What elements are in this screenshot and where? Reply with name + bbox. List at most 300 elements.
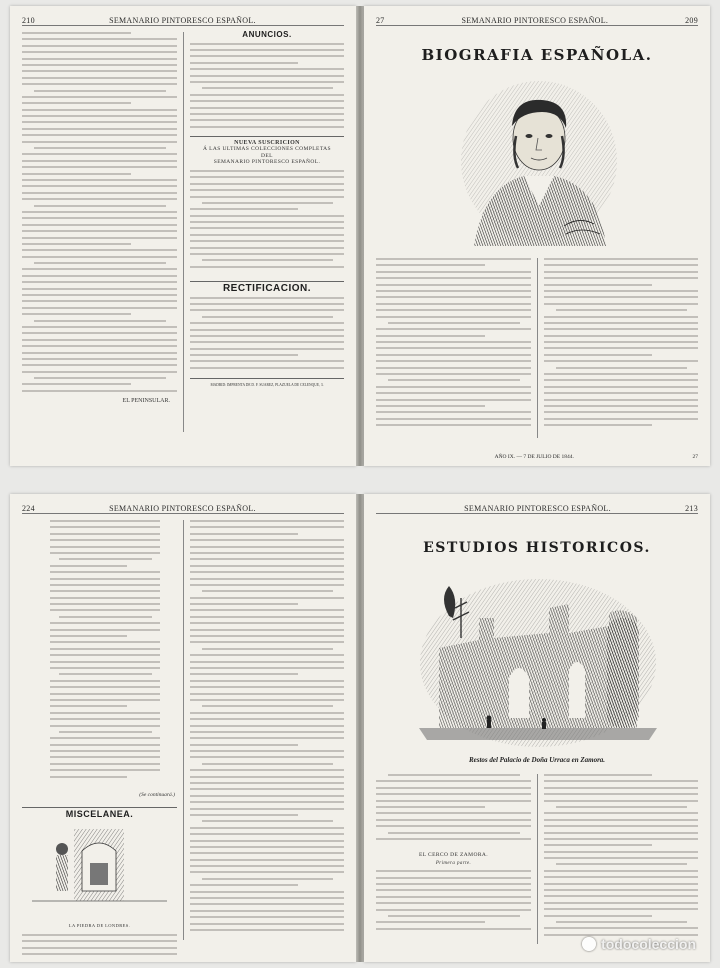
text-line — [376, 787, 531, 789]
text-line — [202, 763, 333, 765]
text-line — [22, 326, 177, 328]
section-title: BIOGRAFIA ESPAÑOLA. — [421, 46, 653, 64]
text-line — [190, 808, 344, 810]
text-line — [190, 667, 344, 669]
text-line — [59, 731, 153, 733]
text-line — [22, 70, 177, 72]
signature: EL PENINSULAR. — [122, 398, 170, 404]
text-line — [190, 189, 344, 191]
text-line — [376, 921, 485, 923]
text-line — [544, 335, 698, 337]
text-line — [22, 249, 177, 251]
palace-ruins-engraving — [419, 578, 657, 748]
text-line — [190, 693, 344, 695]
text-line — [190, 75, 344, 77]
watermark: todocoleccion — [582, 936, 696, 952]
text-line — [50, 680, 160, 682]
text-line — [22, 275, 177, 277]
text-line — [190, 584, 344, 586]
text-line — [190, 597, 344, 599]
text-line — [544, 354, 652, 356]
text-line — [22, 64, 177, 66]
text-line — [190, 196, 344, 198]
text-line — [376, 303, 531, 305]
text-line — [190, 367, 344, 369]
text-line — [376, 928, 531, 930]
text-line — [22, 173, 131, 175]
section-title: ESTUDIOS HISTORICOS. — [423, 540, 651, 556]
text-line — [50, 520, 160, 522]
text-line — [50, 539, 160, 541]
text-line — [22, 345, 177, 347]
divider — [190, 378, 344, 379]
text-line — [190, 520, 344, 522]
text-line — [544, 857, 698, 859]
text-line — [22, 339, 177, 341]
text-line — [556, 863, 687, 865]
text-line — [22, 281, 177, 283]
text-line — [22, 288, 177, 290]
text-line — [190, 673, 298, 675]
bottom-spread — [10, 494, 710, 962]
text-line — [544, 399, 698, 401]
text-line — [190, 360, 344, 362]
text-line — [190, 756, 344, 758]
text-line — [190, 126, 344, 128]
imprint: MADRID: IMPRENTA DE D. F. SUAREZ, PLAZUELA DE CELENQUE, 3. — [210, 382, 324, 387]
issue-line: AÑO IX. — 7 DE JULIO DE 1844. — [494, 454, 574, 460]
text-line — [190, 865, 344, 867]
text-line — [50, 756, 160, 758]
text-line — [202, 878, 333, 880]
text-line — [544, 322, 698, 324]
text-line — [388, 774, 520, 776]
text-line — [22, 51, 177, 53]
text-line — [544, 271, 698, 273]
text-line — [190, 565, 344, 567]
text-line — [190, 859, 344, 861]
text-line — [376, 877, 531, 879]
text-line — [190, 712, 344, 714]
text-line — [50, 725, 160, 727]
text-line — [50, 635, 127, 637]
text-line — [190, 297, 344, 299]
text-line — [190, 81, 344, 83]
text-line — [190, 68, 344, 70]
text-line — [190, 533, 298, 535]
text-line — [376, 386, 531, 388]
text-line — [190, 661, 344, 663]
text-line — [376, 909, 531, 911]
text-line — [50, 590, 160, 592]
running-title: SEMANARIO PINTORESCO ESPAÑOL. — [109, 16, 256, 25]
text-line — [22, 128, 177, 130]
text-line — [376, 418, 531, 420]
text-line — [544, 774, 652, 776]
page-number: 224 — [22, 504, 35, 513]
text-line — [190, 578, 344, 580]
text-line — [190, 176, 344, 178]
text-line — [190, 654, 344, 656]
ads-text — [190, 43, 344, 133]
text-line — [50, 603, 160, 605]
text-line — [50, 565, 127, 567]
text-line — [190, 609, 344, 611]
text-line — [34, 205, 166, 207]
text-line — [190, 923, 344, 925]
text-line — [190, 221, 344, 223]
text-line — [22, 313, 131, 315]
text-line — [190, 227, 344, 229]
text-line — [544, 876, 698, 878]
text-line — [544, 418, 698, 420]
text-line — [22, 77, 177, 79]
text-line — [376, 309, 531, 311]
biography-text-left — [376, 258, 531, 436]
running-head — [376, 500, 698, 514]
text-line — [190, 354, 298, 356]
historical-text-right — [544, 774, 698, 944]
text-line — [190, 571, 344, 573]
text-line — [22, 300, 177, 302]
text-line — [190, 718, 344, 720]
text-line — [556, 921, 687, 923]
text-line — [544, 264, 698, 266]
text-line — [50, 699, 160, 701]
text-line — [190, 119, 344, 121]
text-line — [50, 686, 160, 688]
text-line — [50, 661, 160, 663]
text-line — [376, 296, 531, 298]
miscellany-text — [22, 934, 177, 960]
text-line — [190, 827, 344, 829]
text-line — [544, 793, 698, 795]
text-line — [190, 552, 344, 554]
text-line — [34, 90, 166, 92]
text-line — [544, 341, 698, 343]
text-line — [544, 303, 698, 305]
text-line — [22, 83, 177, 85]
text-line — [388, 379, 520, 381]
text-line — [190, 910, 344, 912]
text-line — [202, 705, 333, 707]
text-line — [50, 705, 127, 707]
text-line — [376, 838, 531, 840]
running-head — [22, 500, 344, 514]
text-line — [50, 648, 160, 650]
text-line — [544, 316, 698, 318]
text-line — [190, 253, 344, 255]
text-line — [190, 897, 344, 899]
text-line — [544, 927, 698, 929]
text-line — [544, 328, 698, 330]
running-title: SEMANARIO PINTORESCO ESPAÑOL. — [464, 504, 611, 513]
text-line — [22, 115, 177, 117]
text-line — [190, 170, 344, 172]
text-line — [544, 386, 698, 388]
text-line — [544, 787, 698, 789]
text-line — [190, 341, 344, 343]
text-line — [556, 309, 687, 311]
text-line — [544, 819, 698, 821]
page-number: 209 — [685, 16, 698, 25]
text-line — [190, 558, 344, 560]
text-line — [202, 259, 333, 261]
text-line — [59, 558, 153, 560]
text-line — [190, 884, 298, 886]
text-line — [376, 793, 531, 795]
text-line — [376, 825, 531, 827]
text-line — [202, 590, 333, 592]
text-line — [59, 616, 153, 618]
text-line — [50, 693, 160, 695]
text-line — [202, 820, 333, 822]
text-line — [190, 680, 344, 682]
text-line — [544, 411, 698, 413]
text-line — [190, 629, 344, 631]
text-line — [190, 526, 344, 528]
text-line — [22, 224, 177, 226]
text-line — [544, 290, 698, 292]
text-line — [190, 725, 344, 727]
text-line — [50, 654, 160, 656]
page-209 — [364, 6, 710, 466]
text-line — [556, 367, 687, 369]
text-line — [22, 371, 177, 373]
divider — [190, 281, 344, 282]
gutter — [356, 6, 364, 466]
text-line — [22, 307, 177, 309]
text-line — [190, 744, 298, 746]
text-line — [376, 347, 531, 349]
article-text-right — [190, 520, 344, 940]
running-head — [22, 12, 344, 26]
issue-footer — [376, 454, 698, 460]
part-heading: Primera parte. — [435, 860, 472, 866]
text-line — [190, 801, 344, 803]
text-line — [22, 217, 177, 219]
text-line — [190, 635, 344, 637]
text-line — [22, 940, 177, 942]
text-line — [376, 264, 485, 266]
text-line — [22, 268, 177, 270]
text-line — [190, 107, 344, 109]
text-line — [22, 198, 177, 200]
text-line — [190, 852, 344, 854]
text-line — [50, 597, 160, 599]
text-line — [50, 578, 160, 580]
text-line — [376, 870, 531, 872]
text-line — [190, 100, 344, 102]
text-line — [190, 322, 344, 324]
text-line — [544, 347, 698, 349]
text-line — [376, 373, 531, 375]
text-line — [22, 383, 131, 385]
subscription-text — [190, 170, 344, 278]
continue-note: (Se continuará.) — [139, 792, 175, 798]
divider — [190, 136, 344, 137]
text-line — [190, 641, 344, 643]
text-line — [190, 871, 344, 873]
issue-marker: 27 — [376, 16, 385, 25]
text-line — [22, 38, 177, 40]
issue-number: 27 — [692, 454, 698, 460]
text-line — [22, 166, 177, 168]
text-line — [190, 814, 298, 816]
text-line — [50, 744, 160, 746]
text-line — [190, 769, 344, 771]
text-line — [544, 870, 698, 872]
text-line — [544, 424, 652, 426]
text-line — [22, 121, 177, 123]
text-line — [190, 699, 344, 701]
london-stone-illustration — [22, 821, 177, 921]
text-line — [22, 256, 177, 258]
text-line — [544, 895, 698, 897]
text-line — [544, 851, 698, 853]
text-line — [376, 399, 531, 401]
text-line — [190, 43, 344, 45]
text-line — [50, 667, 160, 669]
text-line — [34, 320, 166, 322]
text-line — [190, 348, 344, 350]
miscellany-block — [22, 804, 177, 960]
text-line — [190, 62, 298, 64]
text-line — [376, 806, 485, 808]
siege-text — [376, 870, 531, 940]
text-line — [544, 889, 698, 891]
divider — [22, 807, 177, 808]
text-line — [376, 284, 531, 286]
running-title: SEMANARIO PINTORESCO ESPAÑOL. — [109, 504, 256, 513]
verse-text — [50, 520, 160, 788]
text-line — [190, 329, 344, 331]
text-line — [190, 731, 344, 733]
text-line — [50, 526, 160, 528]
text-line — [22, 934, 177, 936]
text-line — [190, 840, 344, 842]
text-line — [190, 603, 298, 605]
text-line — [202, 202, 333, 204]
text-line — [190, 240, 344, 242]
text-line — [544, 838, 698, 840]
text-line — [22, 58, 177, 60]
text-line — [190, 215, 344, 217]
text-line — [22, 332, 177, 334]
text-line — [22, 947, 177, 949]
text-line — [544, 902, 698, 904]
text-line — [190, 266, 344, 268]
text-line — [376, 896, 531, 898]
text-line — [22, 160, 177, 162]
text-line — [22, 390, 177, 392]
text-line — [22, 109, 177, 111]
column-rule — [537, 774, 538, 944]
portrait-engraving — [454, 76, 624, 246]
text-line — [544, 908, 698, 910]
text-line — [376, 316, 531, 318]
text-line — [544, 825, 698, 827]
page-number: 213 — [685, 504, 698, 513]
text-line — [22, 294, 177, 296]
text-line — [22, 230, 177, 232]
text-line — [376, 800, 531, 802]
text-line — [50, 776, 127, 778]
text-line — [388, 322, 520, 324]
text-line — [190, 234, 344, 236]
text-line — [34, 147, 166, 149]
text-line — [22, 96, 177, 98]
text-line — [376, 424, 531, 426]
text-line — [22, 364, 177, 366]
rectification-heading: RECTIFICACION. — [222, 282, 312, 294]
siege-section — [376, 852, 531, 940]
text-line — [544, 258, 698, 260]
text-line — [544, 360, 698, 362]
text-line — [376, 277, 531, 279]
text-line — [376, 411, 531, 413]
text-line — [190, 309, 344, 311]
text-line — [376, 354, 531, 356]
text-line — [190, 891, 344, 893]
text-line — [50, 718, 160, 720]
ads-heading: ANUNCIOS. — [242, 30, 292, 39]
text-line — [22, 102, 131, 104]
text-line — [50, 546, 160, 548]
text-line — [376, 902, 531, 904]
rectification-text — [190, 297, 344, 375]
text-line — [34, 377, 166, 379]
text-line — [190, 622, 344, 624]
text-line — [50, 769, 160, 771]
text-line — [544, 832, 698, 834]
text-line — [544, 883, 698, 885]
text-line — [376, 889, 531, 891]
page-213 — [364, 494, 710, 962]
text-line — [190, 788, 344, 790]
text-line — [190, 903, 344, 905]
announcements-column — [190, 32, 344, 388]
text-line — [190, 916, 344, 918]
text-line — [59, 673, 153, 675]
text-line — [50, 763, 160, 765]
text-line — [50, 571, 160, 573]
text-line — [190, 55, 344, 57]
text-line — [190, 929, 344, 931]
text-line — [376, 271, 531, 273]
text-line — [376, 780, 531, 782]
text-line — [544, 284, 652, 286]
text-line — [544, 296, 698, 298]
article-text-left — [22, 32, 177, 402]
text-line — [202, 316, 333, 318]
text-line — [190, 113, 344, 115]
subscription-del: DEL — [261, 152, 273, 159]
text-line — [376, 335, 485, 337]
text-line — [190, 833, 344, 835]
text-line — [34, 262, 166, 264]
text-line — [190, 247, 344, 249]
text-line — [544, 373, 698, 375]
text-line — [50, 712, 160, 714]
text-line — [544, 800, 698, 802]
text-line — [190, 750, 344, 752]
text-line — [50, 622, 160, 624]
text-line — [190, 737, 344, 739]
text-line — [544, 277, 698, 279]
text-line — [22, 45, 177, 47]
text-line — [544, 392, 698, 394]
